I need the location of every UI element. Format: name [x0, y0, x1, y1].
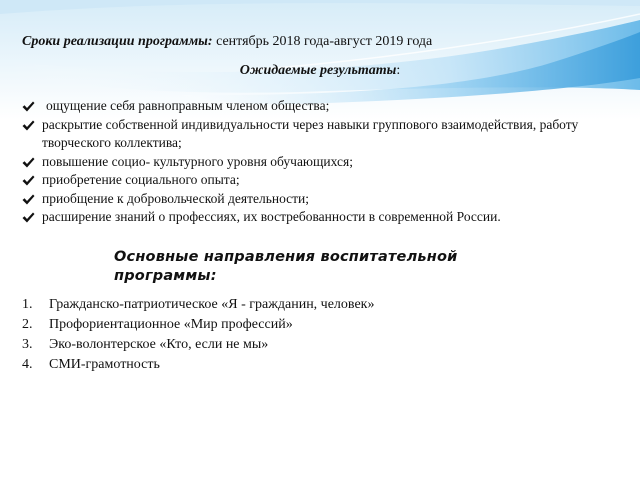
result-item-text: расширение знаний о профессиях, их востребованности в современной России.	[42, 209, 501, 224]
program-period-value: сентябрь 2018 года-август 2019 года	[212, 34, 433, 49]
result-item	[22, 116, 622, 153]
checkmark-icon	[22, 194, 35, 205]
direction-item	[22, 295, 374, 315]
direction-text: Гражданско-патриотическое «Я - гражданин, человек»	[49, 297, 375, 312]
result-item-text: ощущение себя равноправным членом общества;	[46, 98, 330, 113]
checkmark-icon	[22, 157, 35, 168]
program-period	[22, 34, 432, 50]
result-item-text: приобретение социального опыта;	[42, 172, 240, 187]
direction-text: СМИ-грамотность	[49, 357, 160, 372]
expected-results-colon: :	[396, 63, 401, 78]
direction-number: 1.	[22, 297, 33, 312]
checkmark-icon	[22, 175, 35, 186]
expected-results-heading	[0, 63, 640, 79]
directions-list	[22, 295, 374, 375]
program-period-label: Сроки реализации программы:	[22, 34, 213, 49]
direction-item	[22, 355, 374, 375]
checkmark-icon	[22, 101, 35, 112]
result-item	[22, 190, 622, 209]
direction-item	[22, 335, 374, 355]
result-item	[22, 208, 622, 227]
direction-text: Эко-волонтерское «Кто, если не мы»	[49, 337, 269, 352]
section-title: Основные направления воспитательной программы:	[114, 249, 458, 284]
direction-item	[22, 315, 374, 335]
result-item	[22, 153, 622, 172]
checkmark-icon	[22, 212, 35, 223]
result-item-text: приобщение к добровольческой деятельности;	[42, 190, 310, 206]
expected-results-list	[22, 97, 622, 227]
direction-number: 4.	[22, 357, 33, 372]
direction-number: 3.	[22, 337, 33, 352]
result-item	[22, 97, 622, 116]
direction-number: 2.	[22, 317, 33, 332]
result-item	[22, 171, 622, 190]
result-item-text: раскрытие собственной индивидуальности через навыки группового взаимодействия, работу творческого коллектива;	[42, 116, 579, 150]
result-item-text: повышение социо- культурного уровня обучающихся;	[42, 153, 353, 169]
checkmark-icon	[22, 120, 35, 131]
expected-results-label: Ожидаемые результаты	[239, 63, 397, 78]
direction-text: Профориентационное «Мир профессий»	[49, 317, 293, 332]
